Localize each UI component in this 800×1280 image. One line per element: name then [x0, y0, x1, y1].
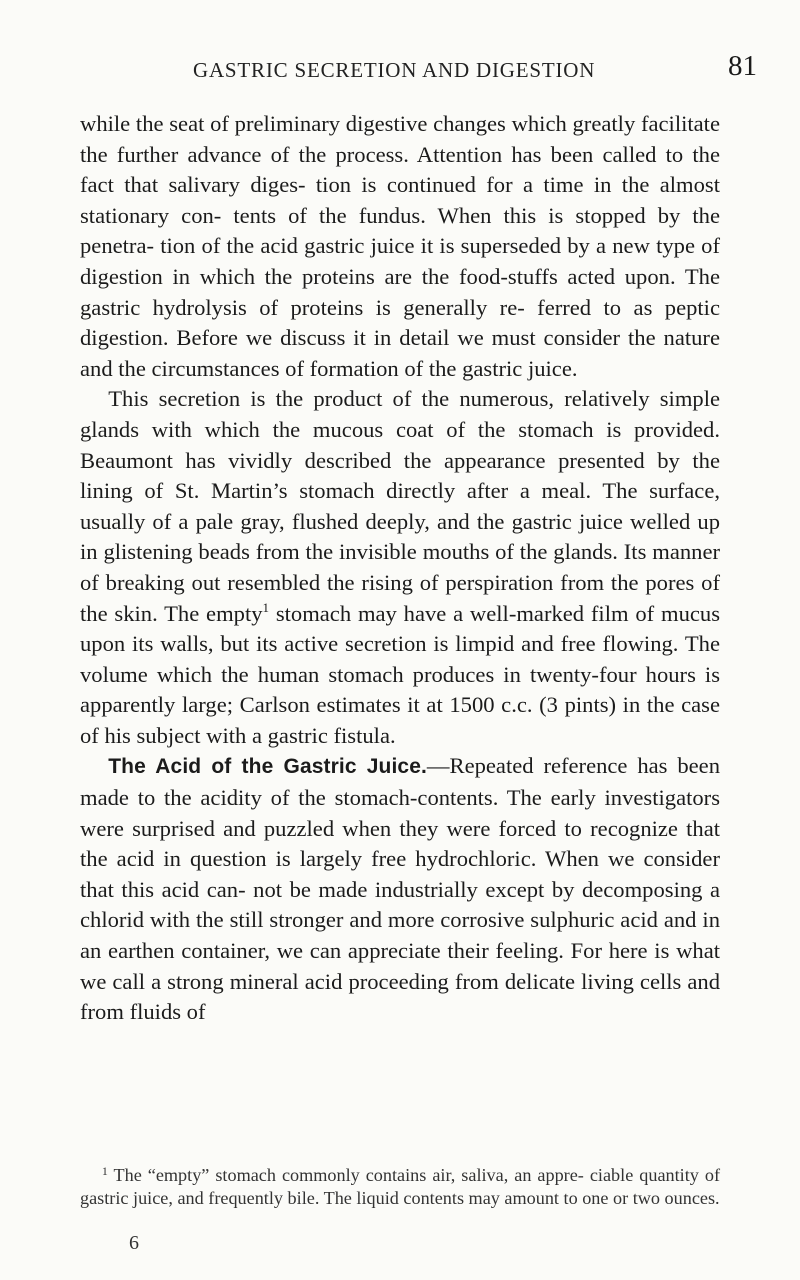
paragraph-2-text-start: This secretion is the product of the numerous, relatively simple glands with which the mucous coat of the stomach is provided. Beaumont has vividly described the appearance presented by the lining of St. Martin’s stomach directly after a meal. The surface, usually of a pale gray, flushed deeply, and the gastric juice welled up in glistening beads from the invisible mouths of the glands. Its manner of breaking out resembled the rising of perspiration from the pores of the skin. The empty	[80, 386, 720, 626]
body-text	[80, 109, 720, 1028]
section-heading: The Acid of the Gastric Juice.	[108, 755, 427, 779]
paragraph-3-text: —Repeated reference has been made to the acidity of the stomach-contents. The early investigators were surprised and puzzled when they were forced to recognize that the acid in question is largely free hydrochloric. When we consider that this acid can- not be made industrially except by decomposing a chlorid with the still stronger and more corrosive sulphuric acid and in an earthen container, we can appreciate their feeling. For here is what we call a strong mineral acid proceeding from delicate living cells and from fluids of	[80, 753, 720, 1025]
footnote-body: The “empty” stomach commonly contains air, saliva, an appre- ciable quantity of gastric juice, and frequently bile. The liquid contents may amount to one or two ounces.	[80, 1165, 720, 1208]
footnote-reference: 1	[262, 599, 270, 615]
page-number: 81	[728, 50, 757, 82]
footnote	[80, 1164, 720, 1210]
paragraph-3	[80, 751, 720, 1027]
paragraph-1: while the seat of preliminary digestive changes which greatly facilitate the further advance of the process. Attention has been called to the fact that salivary diges- tion is continued for a time in the almost stationary con- tents of the fundus. When this is stopped by the penetra- tion of the acid gastric juice it is superseded by a new type of digestion in which the proteins are the food-stuffs acted upon. The gastric hydrolysis of proteins is generally re- ferred to as peptic digestion. Before we discuss it in detail we must consider the nature and the circumstances of formation of the gastric juice.	[80, 111, 720, 381]
footnote-text	[80, 1164, 720, 1210]
paragraph-2	[80, 384, 720, 751]
running-head: GASTRIC SECRETION AND DIGESTION	[193, 58, 596, 82]
signature-mark: 6	[129, 1232, 139, 1254]
paragraph-2-text-end: stomach may have a well-marked film of mucus upon its walls, but its active secretion is limpid and free flowing. The volume which the human stomach produces in twenty-four hours is apparently large; Carlson estimates it at 1500 c.c. (3 pints) in the case of his subject with a gastric fistula.	[80, 600, 720, 748]
footnote-marker: 1	[101, 1164, 108, 1178]
